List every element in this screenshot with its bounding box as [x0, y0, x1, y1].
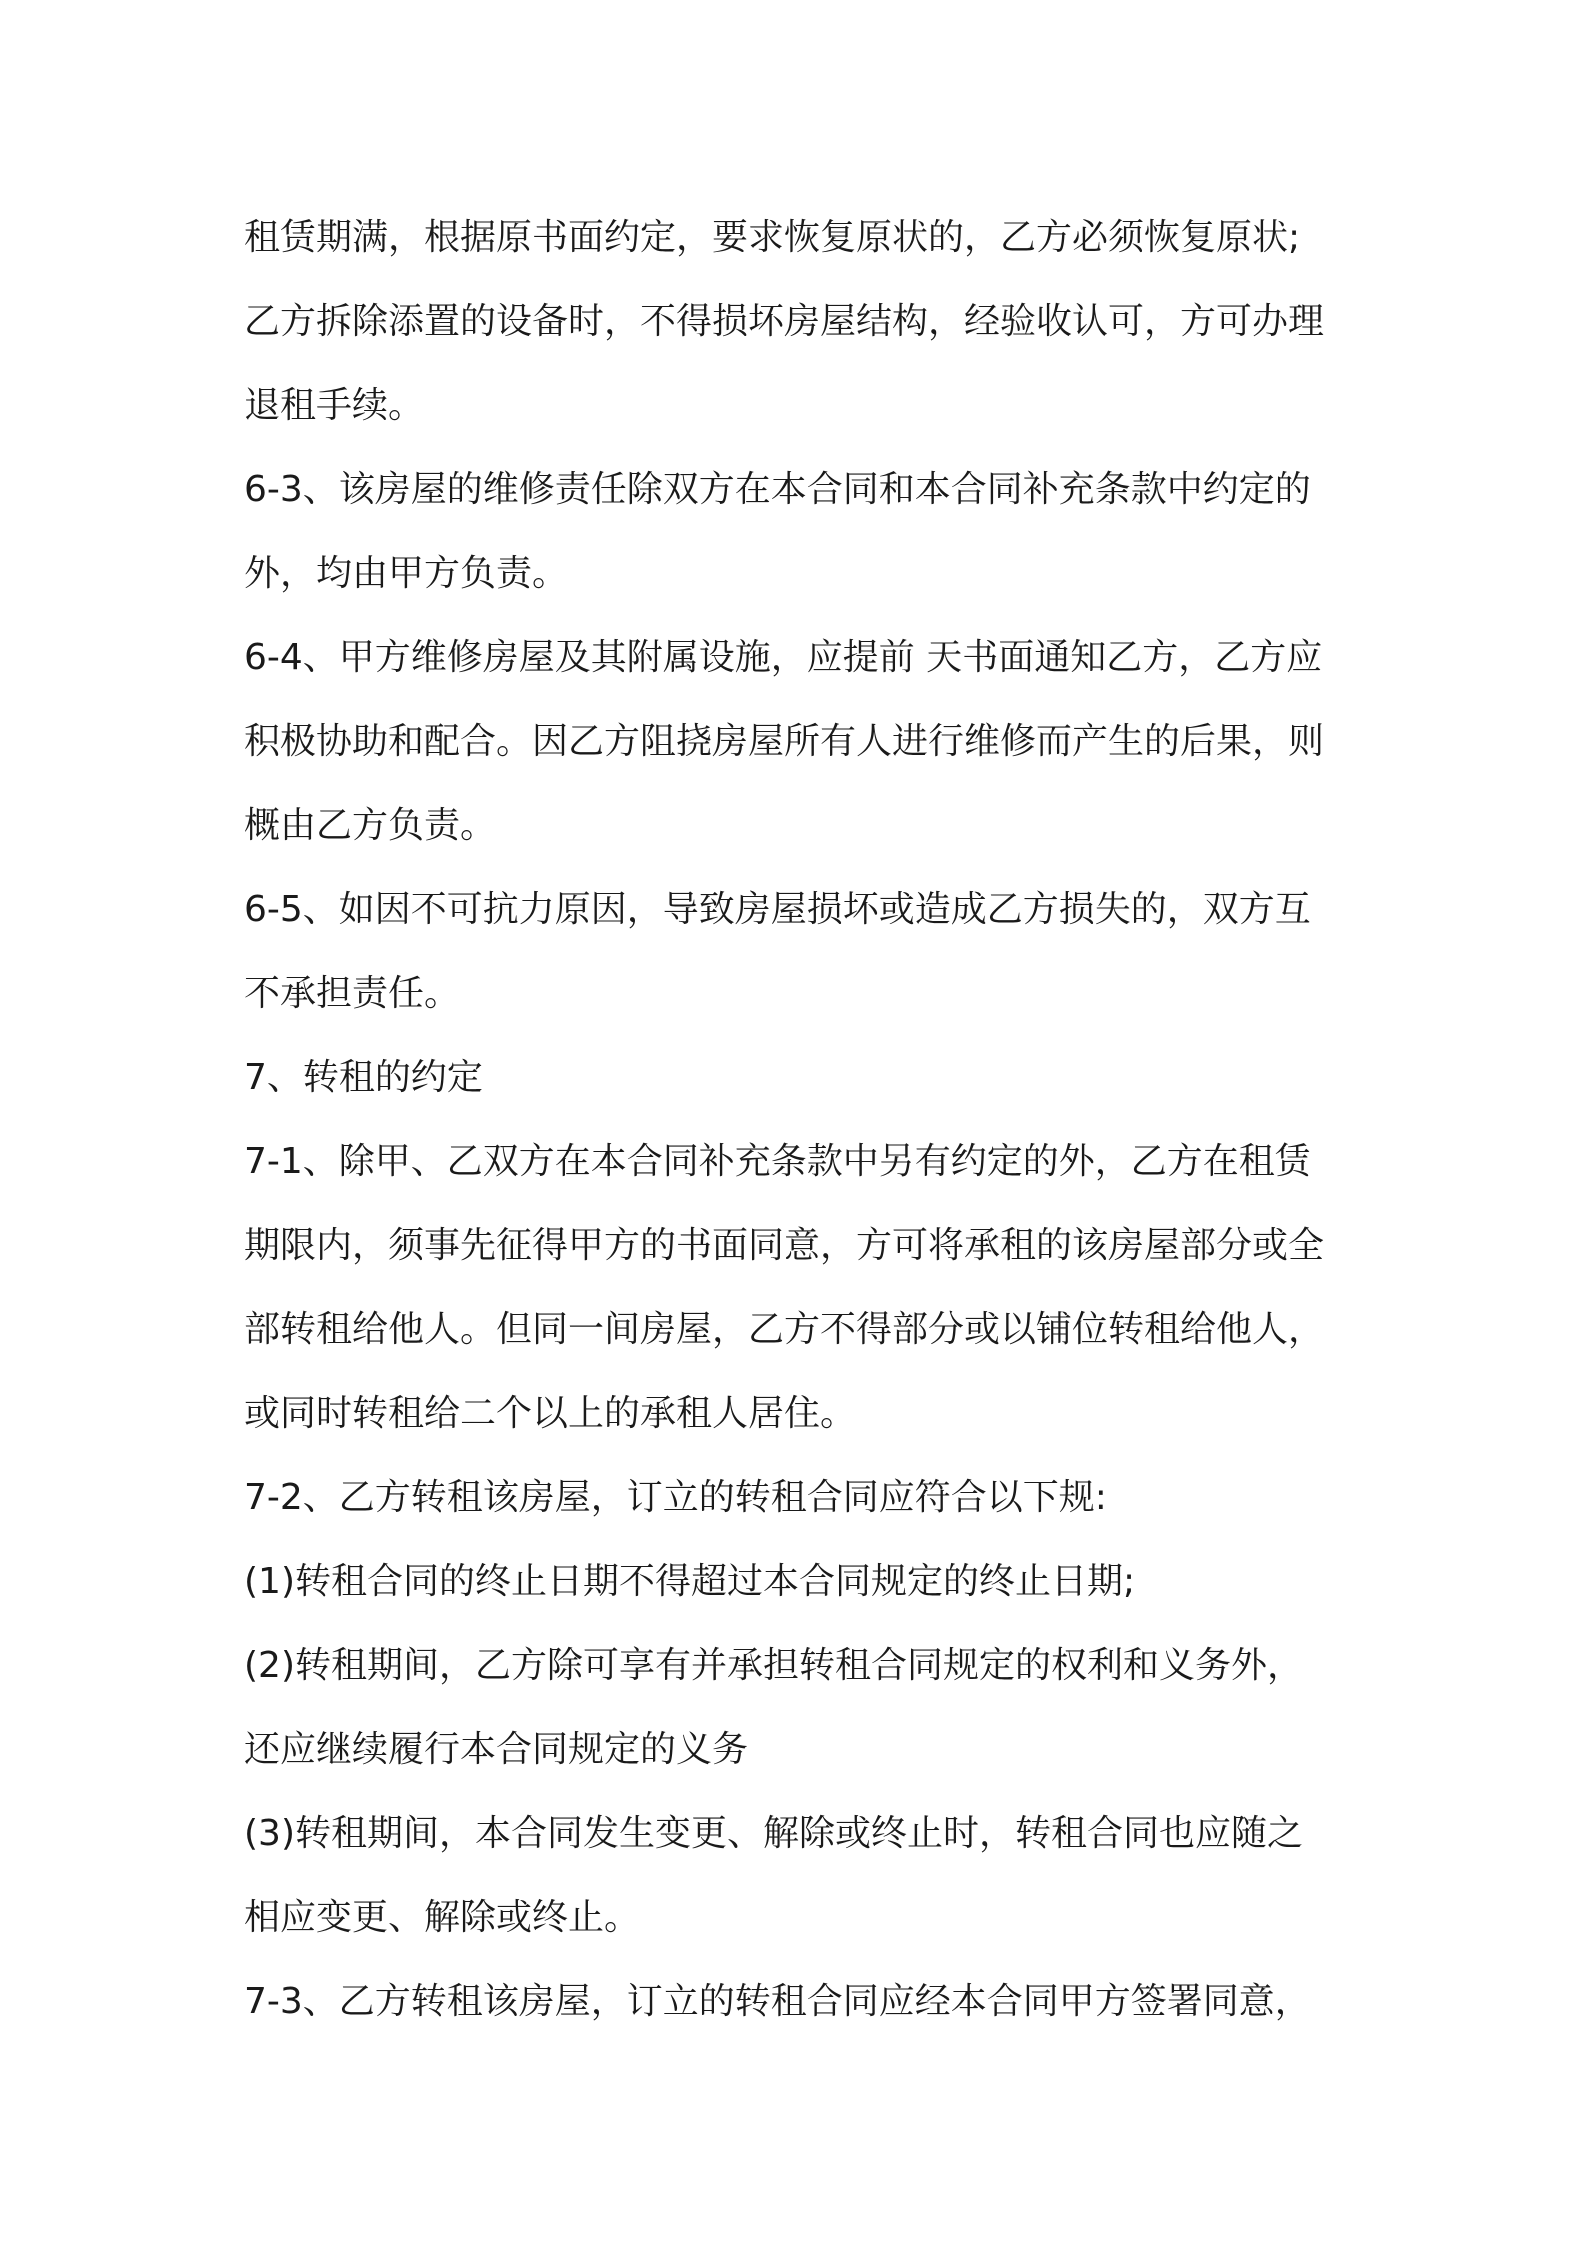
text-line: 乙方拆除添置的设备时，不得损坏房屋结构，经验收认可，方可办理 — [244, 301, 1325, 342]
sub-item-1-line: (1)转租合同的终止日期不得超过本合同规定的终止日期; — [244, 1561, 1136, 1602]
clause-7-2-line: 7-2、乙方转租该房屋，订立的转租合同应符合以下规: — [244, 1477, 1107, 1518]
clause-7-1-line: 7-1、除甲、乙双方在本合同补充条款中另有约定的外，乙方在租赁 — [244, 1141, 1311, 1182]
clause-7-3-line: 7-3、乙方转租该房屋，订立的转租合同应经本合同甲方签署同意， — [244, 1981, 1311, 2022]
text-line: 不承担责任。 — [244, 973, 461, 1014]
text-line: 退租手续。 — [244, 385, 425, 426]
text-line: 还应继续履行本合同规定的义务 — [244, 1729, 749, 1770]
clause-6-4-line: 6-4、甲方维修房屋及其附属设施，应提前 天书面通知乙方，乙方应 — [244, 637, 1323, 678]
text-line: 期限内，须事先征得甲方的书面同意，方可将承租的该房屋部分或全 — [244, 1225, 1325, 1266]
text-line: 外，均由甲方负责。 — [244, 553, 569, 594]
text-line: 部转租给他人。但同一间房屋，乙方不得部分或以铺位转租给他人， — [244, 1309, 1325, 1350]
section-7-heading: 7、转租的约定 — [244, 1057, 483, 1098]
clause-6-3-line: 6-3、该房屋的维修责任除双方在本合同和本合同补充条款中约定的 — [244, 469, 1311, 510]
text-line: 相应变更、解除或终止。 — [244, 1897, 641, 1938]
text-line: 租赁期满，根据原书面约定，要求恢复原状的，乙方必须恢复原状; — [244, 217, 1301, 258]
sub-item-3-line: (3)转租期间，本合同发生变更、解除或终止时，转租合同也应随之 — [244, 1813, 1303, 1854]
text-line: 概由乙方负责。 — [244, 805, 497, 846]
text-line: 或同时转租给二个以上的承租人居住。 — [244, 1393, 857, 1434]
sub-item-2-line: (2)转租期间，乙方除可享有并承担转租合同规定的权利和义务外， — [244, 1645, 1303, 1686]
contract-text-block — [244, 196, 1354, 2044]
clause-6-5-line: 6-5、如因不可抗力原因，导致房屋损坏或造成乙方损失的，双方互 — [244, 889, 1311, 930]
text-line: 积极协助和配合。因乙方阻挠房屋所有人进行维修而产生的后果，则 — [244, 721, 1325, 762]
